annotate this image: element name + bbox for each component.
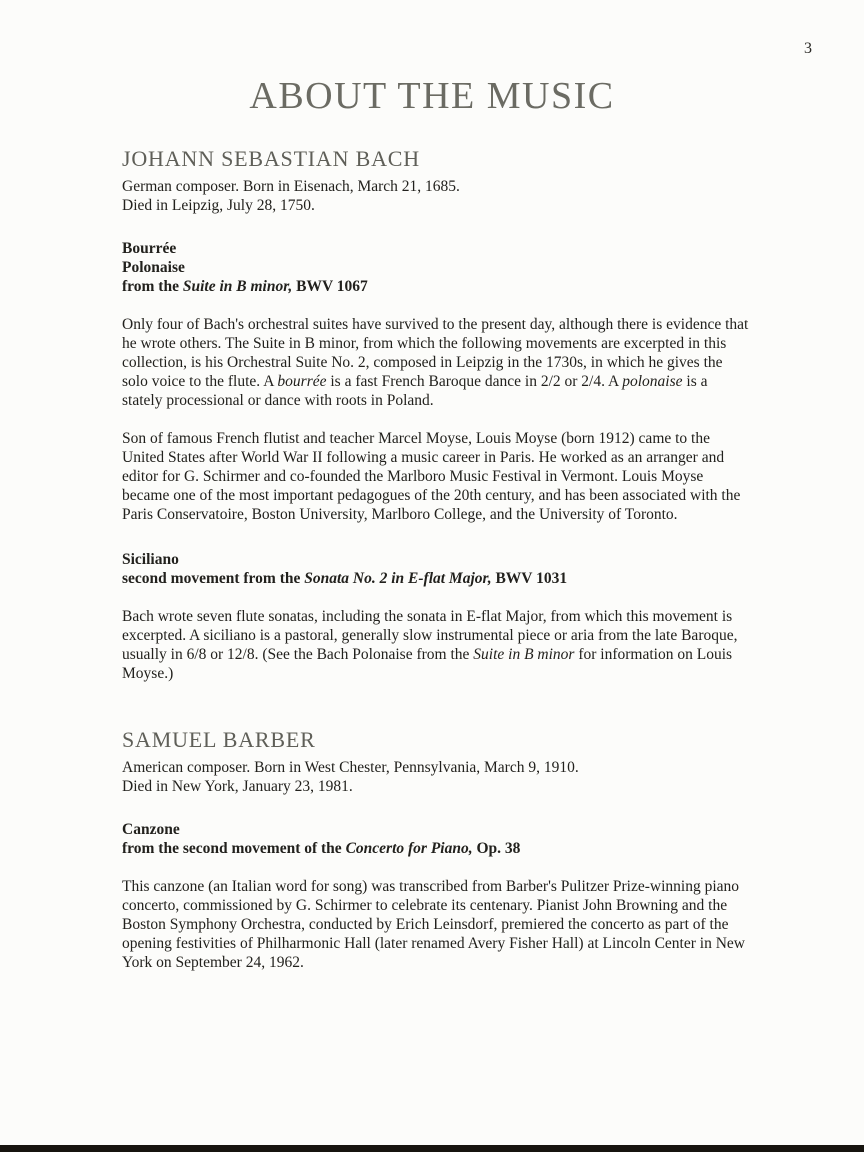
composer-section-bach (122, 146, 750, 683)
work-source-line: from the Suite in B minor, BWV 1067 (122, 278, 368, 295)
composer-bio-line: German composer. Born in Eisenach, March 21, 1685. (122, 178, 460, 195)
composer-heading-barber: SAMUEL BARBER (122, 727, 316, 752)
page-number: 3 (804, 40, 812, 57)
work-title-line: Bourrée (122, 240, 177, 257)
work-block-bourree-polonaise (122, 239, 750, 524)
page-title: ABOUT THE MUSIC (249, 75, 615, 117)
work-description-paragraph: Son of famous French flutist and teacher Marcel Moyse, Louis Moyse (born 1912) came to the United States after World War II following a music career in Paris. He worked as an arranger and editor for G. Schirmer and co-founded the Marlboro Music Festival in Vermont. Louis Moyse became one of the most important pedagogues of the 20th century, and has been associated with the Paris Conservatoire, Boston University, Marlboro College, and the University of Toronto. (122, 430, 741, 523)
work-description-paragraph: Only four of Bach's orchestral suites have survived to the present day, although there is evidence that he wrote others. The Suite in B minor, from which the following movements are excerpted in this collection, is his Orchestral Suite No. 2, composed in Leipzig in the 1730s, in which he gives the solo voice to the flute. A bourrée is a fast French Baroque dance in 2/2 or 2/4. A polonaise is a stately processional or dance with roots in Poland. (122, 316, 749, 409)
work-description-paragraph: Bach wrote seven flute sonatas, including the sonata in E-flat Major, from which this movement is excerpted. A siciliano is a pastoral, generally slow instrumental piece or aria from the late Baroque, usually in 6/8 or 12/8. (See the Bach Polonaise from the Suite in B minor for information on Louis Moyse.) (122, 608, 738, 682)
work-block-siciliano (122, 550, 750, 683)
page-content (122, 146, 750, 972)
composer-bio-line: Died in New York, January 23, 1981. (122, 778, 353, 795)
composer-bio-line: American composer. Born in West Chester, Pennsylvania, March 9, 1910. (122, 759, 579, 776)
work-source-line: from the second movement of the Concerto for Piano, Op. 38 (122, 840, 521, 857)
work-block-canzone (122, 820, 750, 972)
work-title-line: Canzone (122, 821, 180, 838)
composer-heading-bach: JOHANN SEBASTIAN BACH (122, 146, 420, 171)
page-bottom-edge (0, 1145, 864, 1152)
work-title-line: Siciliano (122, 551, 179, 568)
composer-section-barber (122, 727, 750, 972)
work-source-line: second movement from the Sonata No. 2 in E-flat Major, BWV 1031 (122, 570, 568, 587)
composer-bio-line: Died in Leipzig, July 28, 1750. (122, 197, 315, 214)
work-description-paragraph: This canzone (an Italian word for song) was transcribed from Barber's Pulitzer Prize-winning piano concerto, commissioned by G. Schirmer to celebrate its centenary. Pianist John Browning and the Boston Symphony Orchestra, conducted by Erich Leinsdorf, premiered the concerto as part of the opening festivities of Philharmonic Hall (later renamed Avery Fisher Hall) at Lincoln Center in New York on September 24, 1962. (122, 878, 745, 971)
work-title-line: Polonaise (122, 259, 185, 276)
